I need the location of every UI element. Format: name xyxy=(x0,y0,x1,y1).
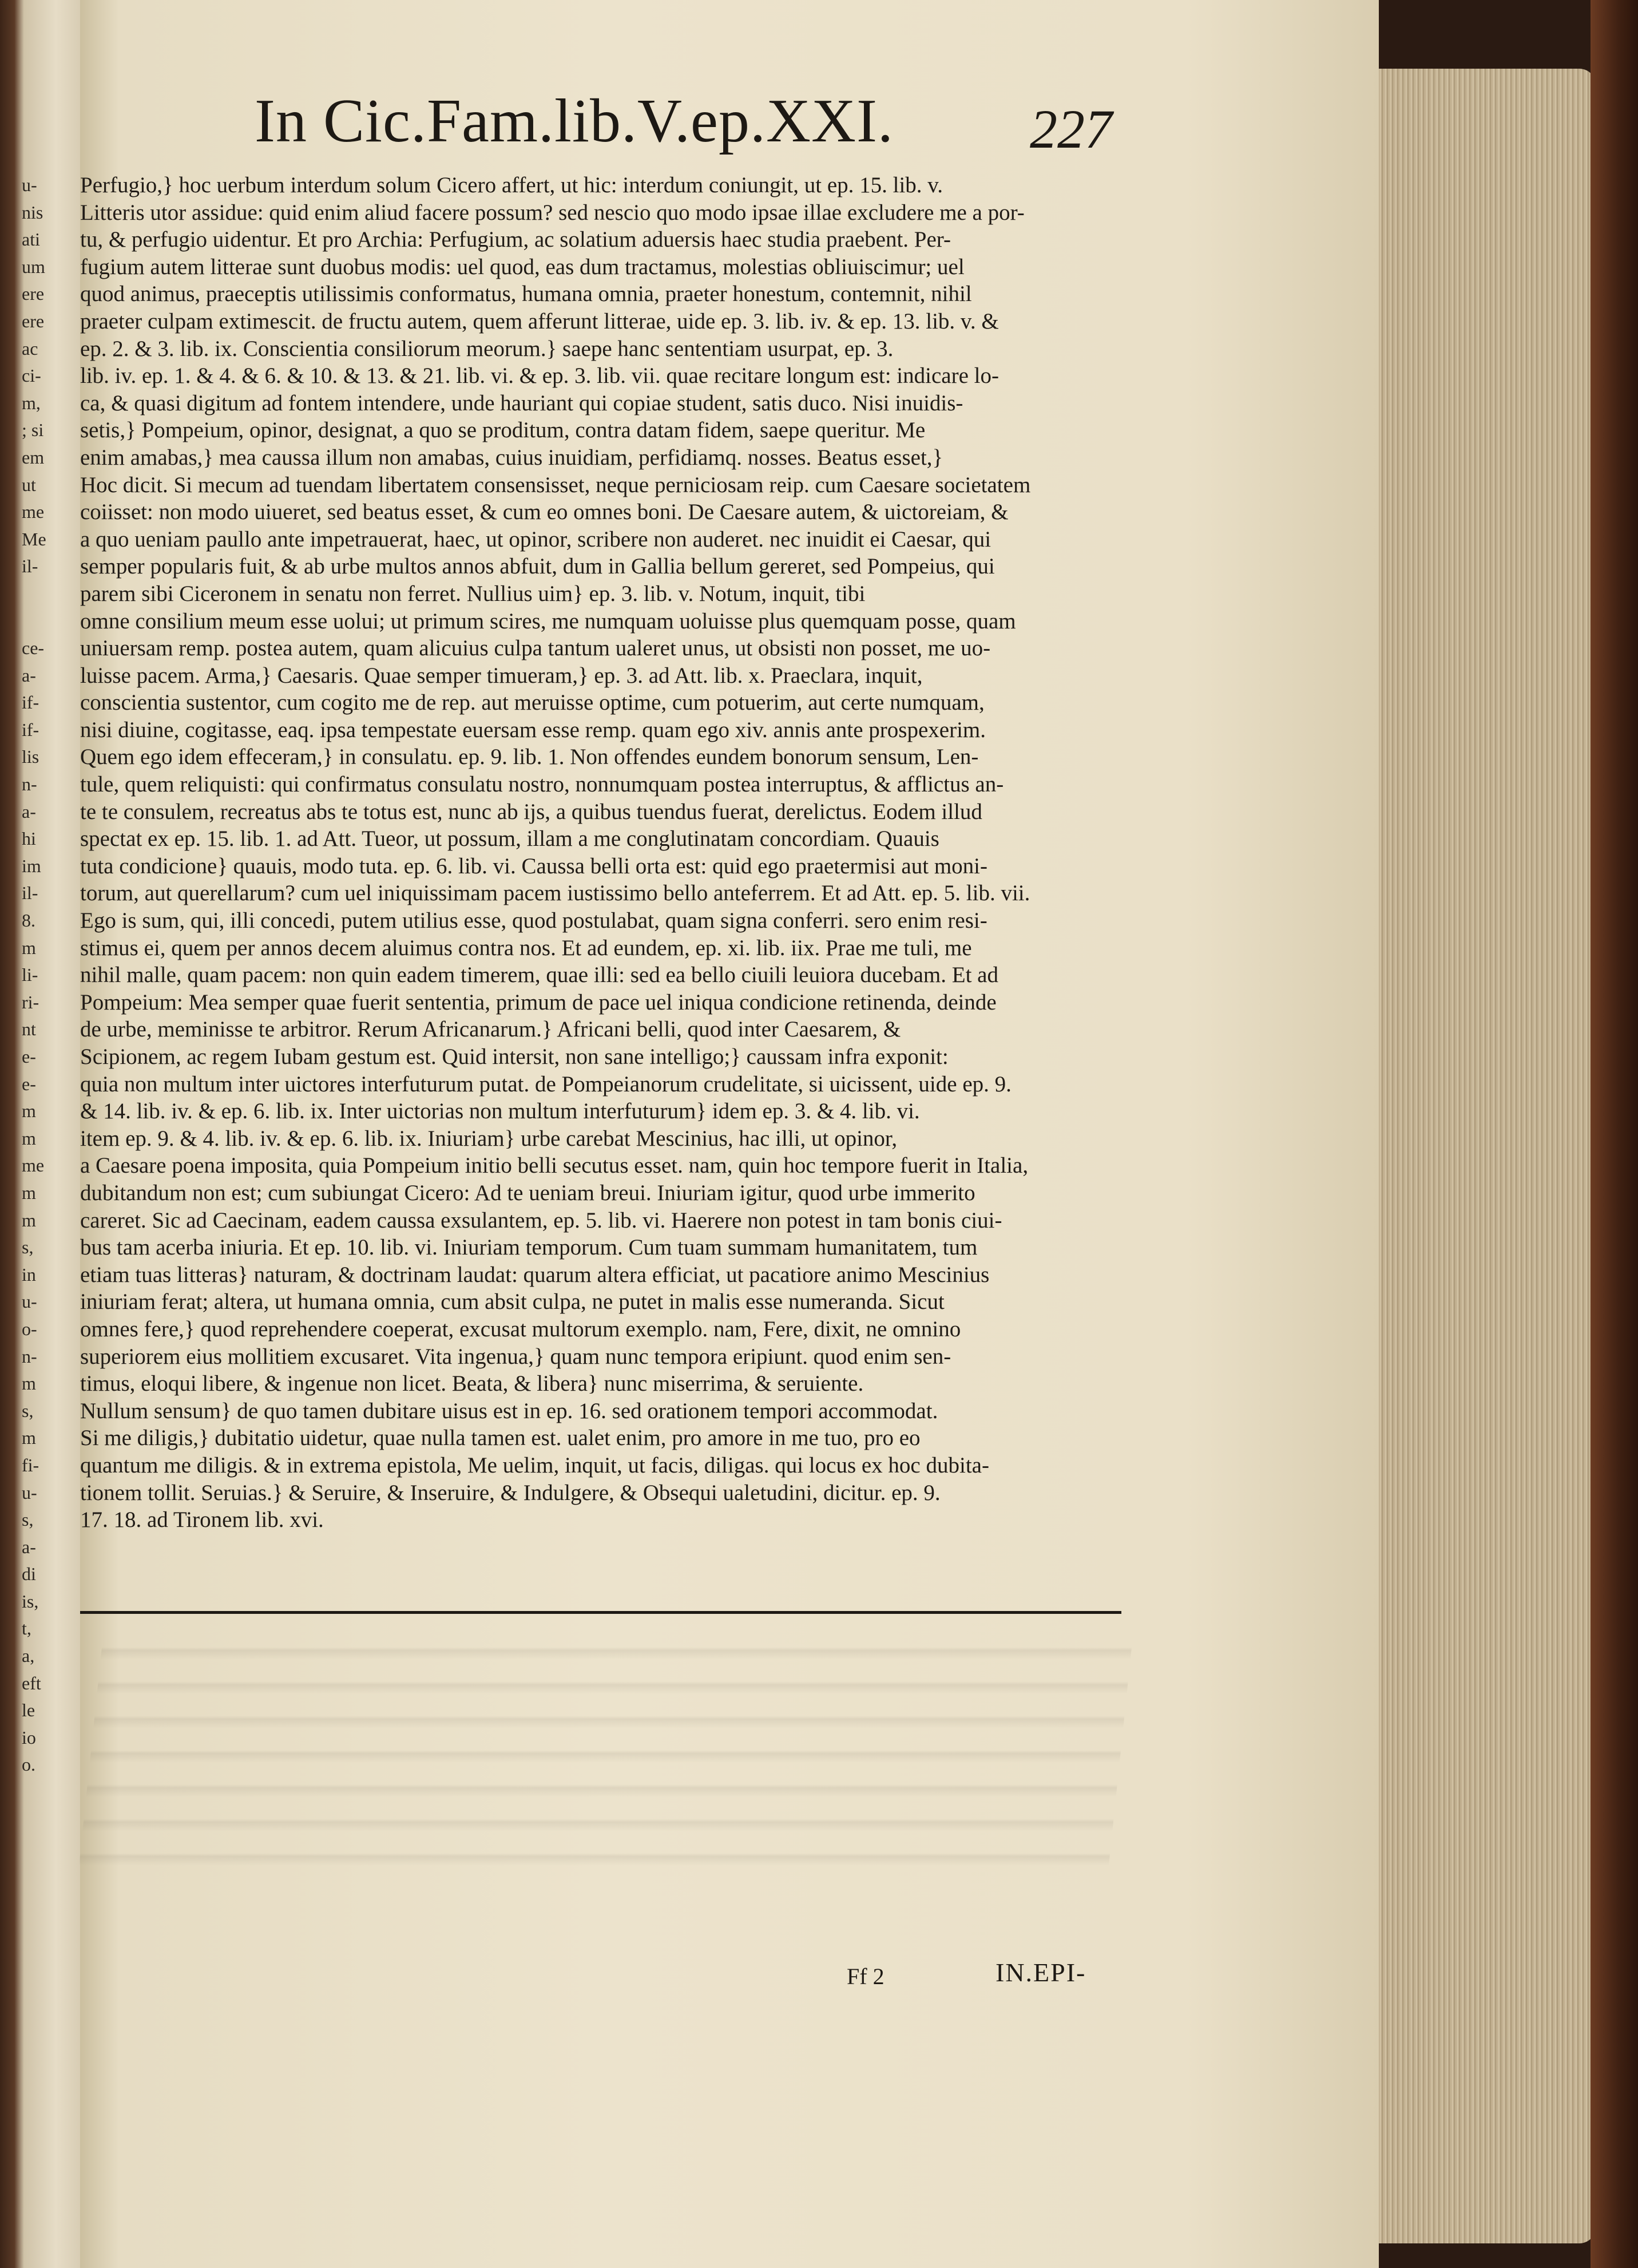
left-page-fragment: le xyxy=(22,1700,35,1721)
text-line: item ep. 9. & 4. lib. iv. & ep. 6. lib. ix. Iniuriam} urbe carebat Mescinius, hac illi, ut opinor, xyxy=(80,1126,898,1151)
left-page-fragment: m xyxy=(22,1427,36,1448)
text-line: semper popularis fuit, & ab urbe multos annos abfuit, dum in Gallia bellum gereret, sed Pompeius, qui xyxy=(80,554,995,579)
left-page-fragment: a- xyxy=(22,1536,36,1557)
text-line: praeter culpam extimescit. de fructu autem, quem afferunt litterae, uide ep. 3. lib. iv. & ep. 13. lib. v. & xyxy=(80,308,999,334)
text-line: tu, & perfugio uidentur. Et pro Archia: Perfugium, ac solatium aduersis haec studia praebent. Per- xyxy=(80,227,951,252)
left-page-fragment: ere xyxy=(22,283,45,304)
left-page-fragment: e- xyxy=(22,1073,36,1094)
text-line: de urbe, meminisse te arbitror. Rerum Africanarum.} Africani belli, quod inter Caesarem, & xyxy=(80,1017,901,1042)
left-page-fragment: e- xyxy=(22,1046,36,1067)
text-line: omne consilium meum esse uolui; ut primum scires, me numquam uoluisse plus quemquam posse, quam xyxy=(80,608,1016,634)
left-page-fragment: s, xyxy=(22,1509,34,1530)
left-page-fragment: m xyxy=(22,1373,36,1394)
left-page-fragment: a, xyxy=(22,1645,35,1667)
text-line: a quo ueniam paullo ante impetrauerat, haec, ut opinor, scribere non auderet. nec inuidit ei Caesar, qui xyxy=(80,527,991,552)
text-line: omnes fere,} quod reprehendere coeperat, excusat multorum exemplo. nam, Fere, dixit, ne omnino xyxy=(80,1316,961,1341)
left-page-fragment: fi- xyxy=(22,1454,39,1475)
commentary-text-block xyxy=(80,172,1127,1534)
text-line: parem sibi Ciceronem in senatu non ferret. Nullius uim} ep. 3. lib. v. Notum, inquit, tibi xyxy=(80,581,866,606)
left-page-fragment: m, xyxy=(22,392,41,413)
left-page-fragment: me xyxy=(22,501,45,523)
text-line: quod animus, praeceptis utilissimis conformatus, humana omnia, praeter honestum, contemnit, nihil xyxy=(80,282,972,307)
left-page-fragment: u- xyxy=(22,1482,37,1503)
left-page-fragment: m xyxy=(22,1209,36,1230)
book-cover xyxy=(1591,0,1638,2268)
left-page-fragment: o. xyxy=(22,1754,35,1775)
text-line: careret. Sic ad Caecinam, eadem caussa exsulantem, ep. 5. lib. vi. Haerere non potest in tam bonis ciui- xyxy=(80,1208,1002,1233)
left-page-fragment: um xyxy=(22,256,45,277)
text-line: Quem ego idem effeceram,} in consulatu. ep. 9. lib. 1. Non offendes eundem bonorum sensum, Len- xyxy=(80,745,979,770)
left-page-fragment: n- xyxy=(22,774,37,795)
text-line: lib. iv. ep. 1. & 4. & 6. & 10. & 13. & 21. lib. vi. & ep. 3. lib. vii. quae recitare longum est: indicare lo- xyxy=(80,363,999,389)
text-line: a Caesare poena imposita, quia Pompeium initio belli secutus esset. nam, quin hoc tempore fuerit in Italia, xyxy=(80,1153,1029,1178)
left-page-fragment: m xyxy=(22,1127,36,1149)
left-page-fragment: ac xyxy=(22,338,38,359)
left-page-fragment: 8. xyxy=(22,910,35,931)
page-number: 227 xyxy=(1030,98,1112,160)
text-line: conscientia sustentor, cum cogito me de rep. aut meruisse optime, cum potuerim, aut certe numquam, xyxy=(80,690,985,715)
left-page-fragment: me xyxy=(22,1155,45,1176)
text-line: Litteris utor assidue: quid enim aliud facere possum? sed nescio quo modo ipsae illae excludere me a por- xyxy=(80,200,1025,225)
left-page-fragment: ci- xyxy=(22,365,41,386)
text-line: torum, aut querellarum? cum uel iniquissimam pacem iustissimo bello anteferrem. Et ad Att. ep. 5. lib. vii. xyxy=(80,881,1030,906)
signature-mark: Ff 2 xyxy=(847,1964,885,1989)
left-page-fragment: if- xyxy=(22,692,39,713)
text-line: Si me diligis,} dubitatio uidetur, quae nulla tamen est. ualet enim, pro amore in me tuo, pro eo xyxy=(80,1426,921,1451)
left-page-fragment: hi xyxy=(22,828,36,849)
text-line: quantum me diligis. & in extrema epistola, Me uelim, inquit, ut facis, diligas. qui locus ex hoc dubita- xyxy=(80,1452,989,1478)
left-page-fragment: Me xyxy=(22,528,46,549)
left-page-fragment: il- xyxy=(22,882,38,904)
text-line: & 14. lib. iv. & ep. 6. lib. ix. Inter uictorias non multum interfuturum} idem ep. 3. & 4. lib. vi. xyxy=(80,1099,920,1124)
left-page-fragment: nt xyxy=(22,1019,36,1040)
text-line: etiam tuas litteras} naturam, & doctrinam laudat: quarum altera efficiat, ut pacatiore animo Mescinius xyxy=(80,1262,990,1287)
left-page-fragment: ut xyxy=(22,474,36,495)
left-page-fragment: im xyxy=(22,855,41,876)
text-line: Ego is sum, qui, illi concedi, putem utilius esse, quod postulabat, quam signa conferri. sero enim resi- xyxy=(80,908,987,933)
text-line: superiorem eius mollitiem excusaret. Vita ingenua,} quam nunc tempora eripiunt. quod enim sen- xyxy=(80,1344,951,1369)
left-page-fragment: a- xyxy=(22,664,36,686)
show-through-from-verso xyxy=(79,1625,1134,1866)
text-line: Pompeium: Mea semper quae fuerit sententia, primum de pace uel iniqua condicione retinenda, deinde xyxy=(80,989,997,1015)
left-page-fragment: io xyxy=(22,1727,36,1748)
left-page-fragment xyxy=(22,608,76,635)
text-line: luisse pacem. Arma,} Caesaris. Quae semper timueram,} ep. 3. ad Att. lib. x. Praeclara, inquit, xyxy=(80,663,923,688)
text-line: ep. 2. & 3. lib. ix. Conscientia consiliorum meorum.} saepe hanc sententiam usurpat, ep. 3. xyxy=(80,336,894,361)
text-line: quia non multum inter uictores interfuturum putat. de Pompeianorum crudelitate, si uicissent, uide ep. 9. xyxy=(80,1071,1012,1097)
left-page-fragment: s, xyxy=(22,1400,34,1421)
text-line: coiisset: non modo uiueret, sed beatus esset, & cum eo omnes boni. De Caesare autem, & uictoreiam, & xyxy=(80,500,1009,525)
text-line: fugium autem litterae sunt duobus modis: uel quod, eas dum tractamus, molestias obliuiscimur; uel xyxy=(80,254,965,279)
text-line: uniuersam remp. postea autem, quam alicuius culpa tantum ualeret unus, ut obsisti non posset, me uo- xyxy=(80,636,991,661)
left-page-fragment: di xyxy=(22,1564,36,1585)
text-line: enim amabas,} mea caussa illum non amabas, cuius inuidiam, perfidiamq. nosses. Beatus esset,} xyxy=(80,445,943,470)
left-page-text-fragments xyxy=(22,172,76,1779)
left-page-fragment: u- xyxy=(22,175,37,195)
text-line: Hoc dicit. Si mecum ad tuendam libertatem consensisset, neque perniciosam reip. cum Caesare societatem xyxy=(80,472,1031,497)
text-line: nisi diuine, cogitasse, eaq. ipsa tempestate euersam esse remp. quam ego xiv. annis ante prospexerim. xyxy=(80,717,986,742)
left-page-fragment: a- xyxy=(22,801,36,822)
end-rule xyxy=(80,1611,1121,1614)
left-page-fragment: il- xyxy=(22,556,38,577)
text-line: stimus ei, quem per annos decem aluimus contra nos. Et ad eundem, ep. xi. lib. iix. Prae me tuli, me xyxy=(80,935,972,960)
left-page-fragment: m xyxy=(22,1101,36,1122)
left-page-fragment: if- xyxy=(22,719,39,740)
left-page-fragment: in xyxy=(22,1264,36,1285)
text-line: Scipionem, ac regem Iubam gestum est. Quid intersit, non sane intelligo;} caussam infra exponit: xyxy=(80,1044,949,1069)
left-page-fragment: lis xyxy=(22,746,39,767)
left-page-fragment xyxy=(22,580,76,608)
text-line: tionem tollit. Seruias.} & Seruire, & Inseruire, & Indulgere, & Obsequi ualetudini, dicitur. ep. 9. xyxy=(80,1480,941,1505)
left-page-fragment: ri- xyxy=(22,991,39,1012)
left-page-fragment: ati xyxy=(22,229,40,250)
text-line: dubitandum non est; cum subiungat Cicero: Ad te ueniam breui. Iniuriam igitur, quod urbe immerito xyxy=(80,1180,975,1205)
left-page-fragment: nis xyxy=(22,201,43,223)
text-line: Perfugio,} hoc uerbum interdum solum Cicero affert, ut hic: interdum coniungit, ut ep. 15. lib. v. xyxy=(80,173,943,197)
text-line: tuta condicione} quauis, modo tuta. ep. 6. lib. vi. Caussa belli orta est: quid ego praetermisi aut moni- xyxy=(80,853,987,878)
text-line: timus, eloqui libere, & ingenue non licet. Beata, & libera} nunc miserrima, & seruiente. xyxy=(80,1371,864,1396)
text-line: Nullum sensum} de quo tamen dubitare uisus est in ep. 16. sed orationem tempori accommodat. xyxy=(80,1398,938,1423)
left-page-fragment: ce- xyxy=(22,638,45,659)
text-line: spectat ex ep. 15. lib. 1. ad Att. Tueor, ut possum, illam a me conglutinatam concordiam. Quauis xyxy=(80,826,939,852)
text-line: setis,} Pompeium, opinor, designat, a quo se proditum, contra datam fidem, saepe queritur. Me xyxy=(80,418,926,443)
text-line: nihil malle, quam pacem: non quin eadem timerem, quae illi: sed ea bello ciuili leuiora ducebam. Et ad xyxy=(80,963,998,988)
left-page-fragment: em xyxy=(22,446,45,468)
left-page-fragment: o- xyxy=(22,1318,37,1339)
text-line: ca, & quasi digitum ad fontem intendere, unde hauriant qui copiae student, satis duco. Nisi inuidis- xyxy=(80,390,963,415)
left-page-fragment: t, xyxy=(22,1618,31,1639)
left-page-fragment: m xyxy=(22,1182,36,1203)
catchword: IN.EPI- xyxy=(996,1958,1086,1987)
left-page-fragment: ; si xyxy=(22,419,44,441)
text-line: iniuriam ferat; altera, ut humana omnia, cum absit culpa, ne putet in malis esse numeranda. Sicut xyxy=(80,1289,945,1315)
left-page-fragment: li- xyxy=(22,964,38,985)
left-page-fragment: eft xyxy=(22,1672,41,1693)
left-page-fragment: m xyxy=(22,937,36,958)
page-block-edges xyxy=(1379,69,1596,2243)
left-page-fragment: ere xyxy=(22,310,45,331)
text-line: te te consulem, recreatus abs te totus est, nunc ab ijs, a quibus tuendus fuerat, derelictus. Eodem illud xyxy=(80,799,982,824)
left-page-fragment: s, xyxy=(22,1237,34,1258)
left-page-fragment: is, xyxy=(22,1590,39,1612)
text-line: bus tam acerba iniuria. Et ep. 10. lib. vi. Iniuriam temporum. Cum tuam summam humanitatem, tum xyxy=(80,1235,978,1260)
running-head: In Cic.Fam.lib.V.ep.XXI. xyxy=(255,87,894,155)
text-line: tule, quem reliquisti: qui confirmatus consulatu nostro, nonnumquam postea interruptus, & afflictus an- xyxy=(80,772,1004,797)
left-page-fragment: u- xyxy=(22,1291,37,1312)
left-page-fragment: n- xyxy=(22,1345,37,1367)
text-line: 17. 18. ad Tironem lib. xvi. xyxy=(80,1507,324,1533)
